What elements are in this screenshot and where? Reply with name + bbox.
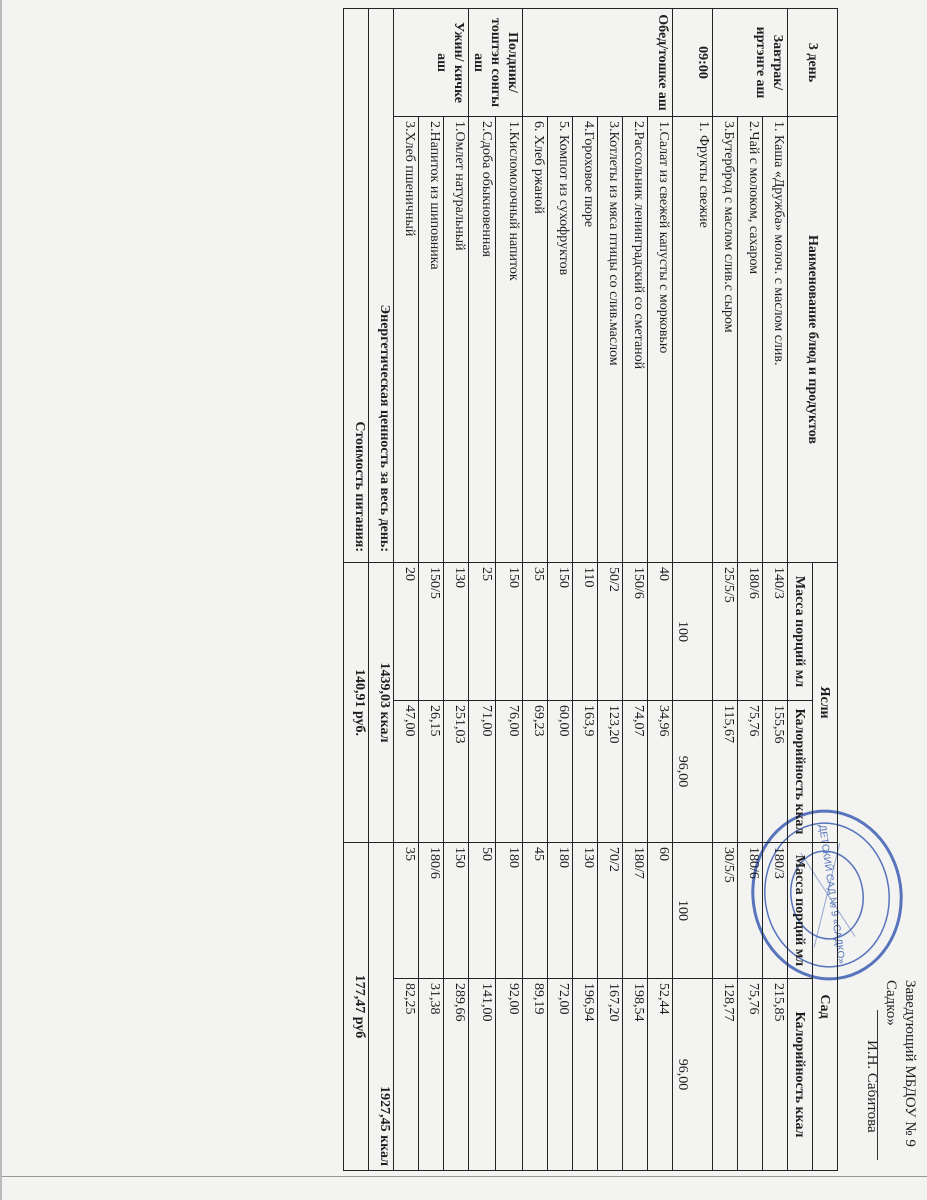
garden-mass: 70/2 bbox=[598, 843, 623, 979]
garden-mass: 180/6 bbox=[419, 843, 444, 979]
table-row bbox=[763, 9, 788, 1171]
nursery-kcal: 60,00 bbox=[548, 701, 573, 843]
nursery-kcal: 155,56 bbox=[763, 701, 788, 843]
nursery-kcal: 74,07 bbox=[623, 701, 648, 843]
table-row bbox=[673, 9, 713, 1171]
garden-kcal: 167,20 bbox=[598, 979, 623, 1171]
cost-total-row bbox=[344, 9, 369, 1171]
garden-kcal: 96,00 bbox=[673, 979, 713, 1171]
dish-name: 1. Фрукты свежие bbox=[673, 117, 713, 563]
approval-block bbox=[862, 980, 919, 1190]
garden-kcal: 31,38 bbox=[419, 979, 444, 1171]
nursery-mass: 25/5/5 bbox=[713, 563, 738, 701]
col-dish: Наименование блюд и продуктов bbox=[788, 117, 838, 563]
nursery-kcal: 123,20 bbox=[598, 701, 623, 843]
dish-name: 6. Хлеб ржаной bbox=[523, 117, 548, 563]
menu-table bbox=[343, 8, 838, 1171]
nursery-kcal: 75,76 bbox=[738, 701, 763, 843]
garden-mass: 45 bbox=[523, 843, 548, 979]
dish-name: 2.Чай с молоком, сахаром bbox=[738, 117, 763, 563]
garden-kcal: 75,76 bbox=[738, 979, 763, 1171]
table-row bbox=[648, 9, 673, 1171]
dish-name: 4.Гороховое пюре bbox=[573, 117, 598, 563]
garden-mass: 150 bbox=[444, 843, 469, 979]
table-row bbox=[598, 9, 623, 1171]
garden-kcal: 198,54 bbox=[623, 979, 648, 1171]
table-row bbox=[394, 9, 419, 1171]
garden-mass: 180/3 bbox=[763, 843, 788, 979]
nursery-kcal: 76,00 bbox=[496, 701, 523, 843]
nursery-mass: 150/6 bbox=[623, 563, 648, 701]
cost-nursery: 140,91 руб. bbox=[344, 563, 369, 843]
meal-dinner: Ужин/ кичке аш bbox=[394, 9, 469, 117]
nursery-mass: 150 bbox=[548, 563, 573, 701]
nursery-kcal: 71,00 bbox=[469, 701, 496, 843]
energy-label: Энергетическая ценность за весь день: bbox=[369, 9, 394, 563]
garden-kcal: 215,85 bbox=[763, 979, 788, 1171]
nursery-kcal: 26,15 bbox=[419, 701, 444, 843]
col-nursery-mass: Масса порций мл bbox=[788, 563, 813, 701]
group-garden: Сад bbox=[813, 843, 838, 1171]
energy-total-row bbox=[369, 9, 394, 1171]
col-garden-kcal: Калорийность ккал bbox=[788, 979, 813, 1171]
garden-kcal: 128,77 bbox=[713, 979, 738, 1171]
nursery-mass: 130 bbox=[444, 563, 469, 701]
approval-position: Заведующий МБДОУ № 9 Садко» bbox=[883, 980, 918, 1147]
nursery-mass: 110 bbox=[573, 563, 598, 701]
garden-kcal: 52,44 bbox=[648, 979, 673, 1171]
nursery-mass: 180/6 bbox=[738, 563, 763, 701]
table-row bbox=[496, 9, 523, 1171]
nursery-kcal: 69,23 bbox=[523, 701, 548, 843]
col-nursery-kcal: Калорийность ккал bbox=[788, 701, 813, 843]
dish-name: 5. Компот из сухофруктов bbox=[548, 117, 573, 563]
garden-mass: 180/6 bbox=[738, 843, 763, 979]
garden-mass: 180 bbox=[548, 843, 573, 979]
signature-line bbox=[877, 1010, 878, 1160]
garden-mass: 50 bbox=[469, 843, 496, 979]
garden-mass: 180/7 bbox=[623, 843, 648, 979]
table-row bbox=[573, 9, 598, 1171]
table-row bbox=[469, 9, 496, 1171]
energy-garden: 1927,45 ккал bbox=[369, 843, 394, 1171]
garden-kcal: 89,19 bbox=[523, 979, 548, 1171]
nursery-mass: 140/3 bbox=[763, 563, 788, 701]
table-row bbox=[523, 9, 548, 1171]
garden-kcal: 141,00 bbox=[469, 979, 496, 1171]
nursery-mass: 50/2 bbox=[598, 563, 623, 701]
nursery-mass: 150 bbox=[496, 563, 523, 701]
table-row bbox=[713, 9, 738, 1171]
garden-kcal: 289,66 bbox=[444, 979, 469, 1171]
garden-kcal: 196,94 bbox=[573, 979, 598, 1171]
cost-label: Стоимость питания: bbox=[344, 9, 369, 563]
garden-mass: 180 bbox=[496, 843, 523, 979]
dish-name: 1. Каша «Дружба» молоч. с маслом слив. bbox=[763, 117, 788, 563]
nursery-mass: 40 bbox=[648, 563, 673, 701]
nursery-kcal: 47,00 bbox=[394, 701, 419, 843]
dish-name: 3.Котлеты из мяса птицы со слив.маслом bbox=[598, 117, 623, 563]
table-row bbox=[548, 9, 573, 1171]
garden-mass: 130 bbox=[573, 843, 598, 979]
garden-kcal: 72,00 bbox=[548, 979, 573, 1171]
dish-name: 2.Напиток из шиповника bbox=[419, 117, 444, 563]
meal-snack-0900: 09:00 bbox=[673, 9, 713, 117]
group-nursery: Ясли bbox=[813, 563, 838, 843]
dish-name: 1.Омлет натуральный bbox=[444, 117, 469, 563]
dish-name: 2.Сдоба обыкновенная bbox=[469, 117, 496, 563]
garden-mass: 60 bbox=[648, 843, 673, 979]
nursery-mass: 35 bbox=[523, 563, 548, 701]
page-edge-bottom bbox=[0, 0, 2, 1200]
col-garden-mass: Масса порций мл bbox=[788, 843, 813, 979]
nursery-mass: 25 bbox=[469, 563, 496, 701]
nursery-kcal: 115,67 bbox=[713, 701, 738, 843]
col-day: 3 день bbox=[788, 9, 838, 117]
page-edge-right bbox=[0, 1176, 927, 1177]
nursery-mass: 150/5 bbox=[419, 563, 444, 701]
nursery-mass: 20 bbox=[394, 563, 419, 701]
energy-nursery: 1439,03 ккал bbox=[369, 563, 394, 843]
nursery-kcal: 163,9 bbox=[573, 701, 598, 843]
table-row bbox=[444, 9, 469, 1171]
nursery-mass: 100 bbox=[673, 563, 713, 701]
garden-kcal: 92,00 bbox=[496, 979, 523, 1171]
garden-mass: 100 bbox=[673, 843, 713, 979]
stamp-text: ДЕТСКИЙ САД № 9 «САДКО» bbox=[816, 824, 847, 965]
dish-name: 3.Хлеб пшеничный bbox=[394, 117, 419, 563]
nursery-kcal: 34,96 bbox=[648, 701, 673, 843]
dish-name: 3.Бутерброд с маслом слив.с сыром bbox=[713, 117, 738, 563]
dish-name: 1.Кисломолочный напиток bbox=[496, 117, 523, 563]
approval-name: И.Н. Сабитова bbox=[864, 1040, 880, 1133]
table-row bbox=[623, 9, 648, 1171]
table-row bbox=[738, 9, 763, 1171]
garden-kcal: 82,25 bbox=[394, 979, 419, 1171]
garden-mass: 35 bbox=[394, 843, 419, 979]
meal-lunch: Обед/тошке аш bbox=[523, 9, 673, 117]
dish-name: 1.Салат из свежей капусты с морковью bbox=[648, 117, 673, 563]
meal-afternoon-snack: Полдник/тoштэн сонгы аш bbox=[469, 9, 523, 117]
nursery-kcal: 96,00 bbox=[673, 701, 713, 843]
meal-breakfast: Завтрак/иртэнге аш bbox=[713, 9, 788, 117]
table-row bbox=[419, 9, 444, 1171]
nursery-kcal: 251,03 bbox=[444, 701, 469, 843]
dish-name: 2.Рассольник ленинградский со сметаной bbox=[623, 117, 648, 563]
cost-garden: 177,47 руб bbox=[344, 843, 369, 1171]
garden-mass: 30/5/5 bbox=[713, 843, 738, 979]
